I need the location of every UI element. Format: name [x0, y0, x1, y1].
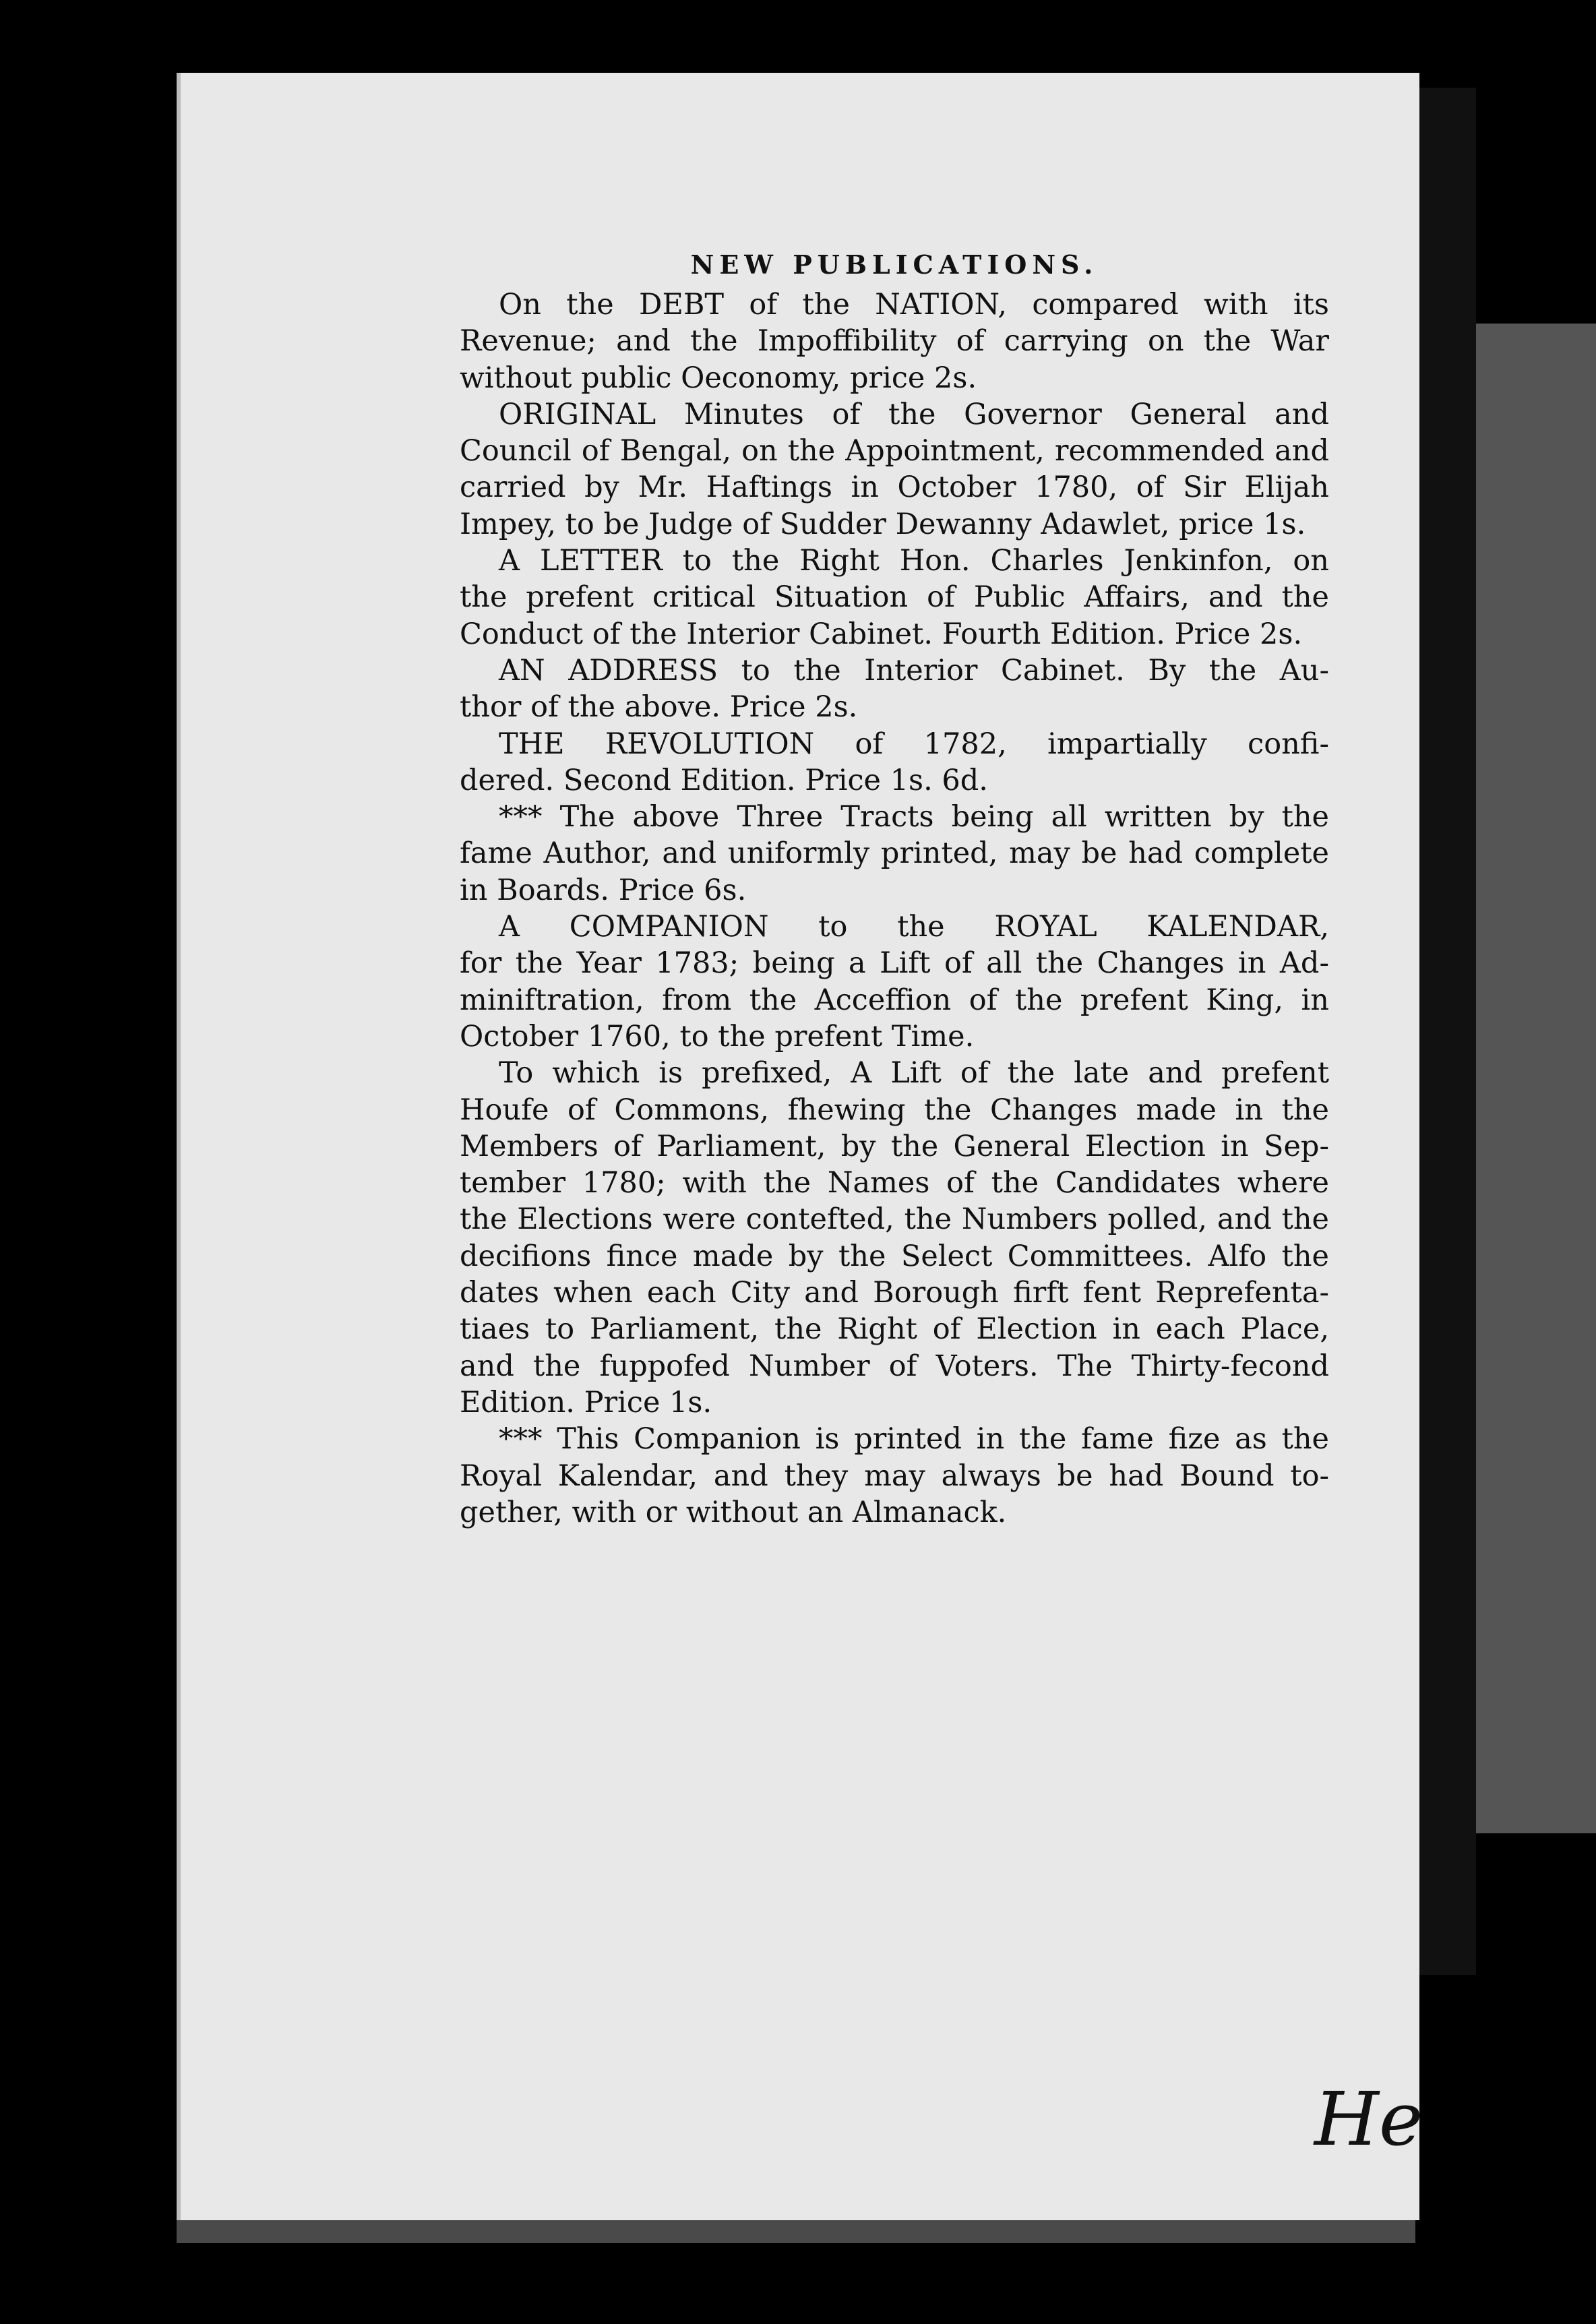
background-strip [1476, 324, 1596, 1833]
publication-entry [460, 1421, 1329, 1531]
page-title: NEW PUBLICATIONS. [690, 249, 1099, 280]
text-line: Members of Parliament, by the General Election in Sep- [460, 1129, 1329, 1163]
text-line: dates when each City and Borough firft fent Reprefenta- [460, 1276, 1329, 1310]
text-line: gether, with or without an Almanack. [460, 1495, 1007, 1529]
publication-entry [460, 543, 1329, 652]
text-line: On the DEBT of the NATION, compared with its [499, 288, 1329, 322]
publication-entry [460, 396, 1329, 543]
text-line: *** This Companion is printed in the fame fize as the [499, 1422, 1329, 1457]
publication-entry [460, 1055, 1329, 1421]
text-line: Impey, to be Judge of Sudder Dewanny Adawlet, price 1s. [460, 507, 1306, 541]
text-line: AN ADDRESS to the Interior Cabinet. By the Au- [499, 653, 1329, 687]
text-line: tiaes to Parliament, the Right of Election in each Place, [460, 1312, 1329, 1347]
text-line: ORIGINAL Minutes of the Governor General and [499, 397, 1329, 431]
text-line: thor of the above. Price 2s. [460, 690, 858, 725]
page-bottom-edge [177, 2220, 1415, 2243]
text-line: the prefent critical Situation of Public Affairs, and the [460, 580, 1329, 615]
text-line: Revenue; and the Impoffibility of carrying on the War [460, 324, 1329, 359]
text-line: To which is prefixed, A Lift of the late and prefent [499, 1056, 1329, 1091]
publication-list [460, 286, 1329, 1531]
text-line: for the Year 1783; being a Lift of all the Changes in Ad- [460, 946, 1329, 981]
text-line: fame Author, and uniformly printed, may be had complete [460, 836, 1329, 871]
text-line: miniftration, from the Acceffion of the prefent King, in [460, 983, 1329, 1017]
text-line: dered. Second Edition. Price 1s. 6d. [460, 763, 988, 797]
text-line: *** The above Three Tracts being all written by the [499, 800, 1329, 834]
page-edge-shadow [1415, 88, 1476, 1975]
publication-entry [460, 726, 1329, 799]
text-line: decifions fince made by the Select Committees. Alfo the [460, 1239, 1329, 1273]
text-line: A COMPANION to the ROYAL KALENDAR, [499, 910, 1329, 944]
publication-entry [460, 652, 1329, 726]
text-line: tember 1780; with the Names of the Candidates where [460, 1166, 1329, 1200]
text-line: Council of Bengal, on the Appointment, recommended and [460, 434, 1329, 468]
text-line: A LETTER to the Right Hon. Charles Jenkinfon, on [499, 544, 1329, 578]
text-line: Conduct of the Interior Cabinet. Fourth Edition. Price 2s. [460, 617, 1303, 651]
handwritten-signature: He [1314, 2076, 1423, 2162]
text-line: Houfe of Commons, fhewing the Changes made in the [460, 1093, 1329, 1127]
publication-entry [460, 909, 1329, 1055]
text-line: October 1760, to the prefent Time. [460, 1019, 975, 1053]
publications-text [460, 249, 1329, 1531]
text-line: the Elections were contefted, the Numbers polled, and the [460, 1202, 1329, 1237]
text-line: and the fuppofed Number of Voters. The Thirty-fecond [460, 1349, 1329, 1383]
text-line: THE REVOLUTION of 1782, impartially confi- [499, 727, 1329, 761]
text-line: without public Oeconomy, price 2s. [460, 361, 977, 395]
text-line: Edition. Price 1s. [460, 1385, 712, 1419]
text-line: in Boards. Price 6s. [460, 873, 747, 907]
text-line: Royal Kalendar, and they may always be had Bound to- [460, 1459, 1329, 1493]
text-line: carried by Mr. Haftings in October 1780, of Sir Elijah [460, 470, 1329, 505]
publication-entry [460, 799, 1329, 909]
publication-entry [460, 286, 1329, 396]
